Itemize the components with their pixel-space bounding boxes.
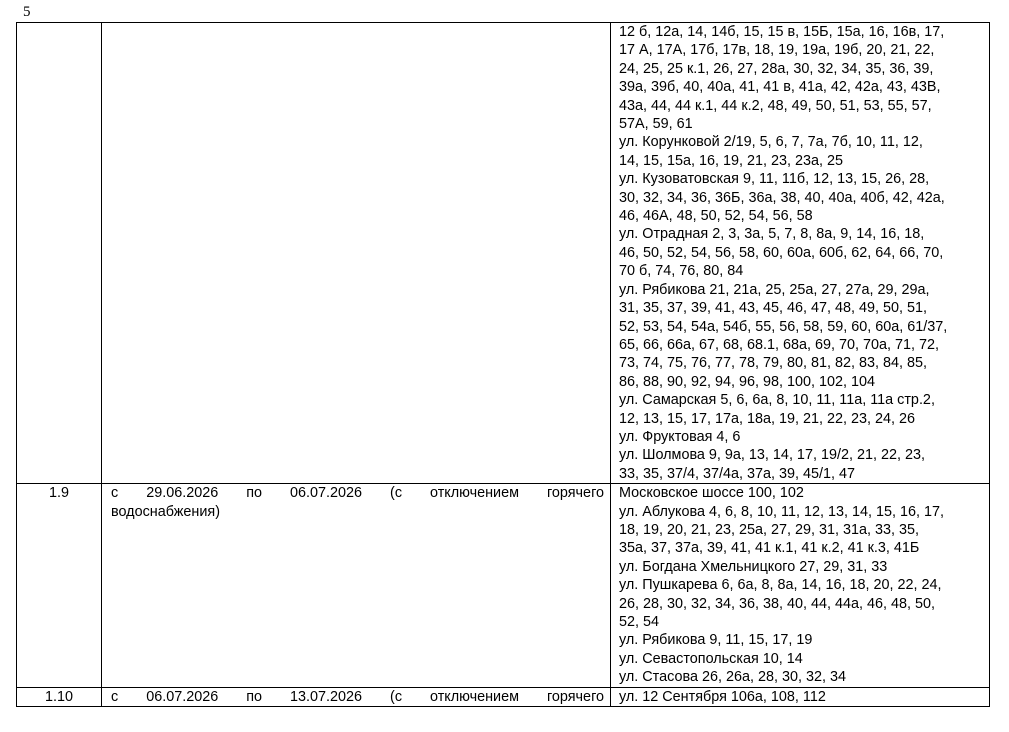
- address-line: 52, 54: [619, 614, 660, 630]
- row-number-cell: [17, 484, 102, 687]
- address-line: ул. Богдана Хмельницкого 27, 29, 31, 33: [619, 558, 888, 575]
- address-list: [611, 484, 989, 686]
- address-line: 65, 66, 66а, 67, 68, 68.1, 68а, 69, 70, 70а, 71, 72,: [619, 336, 940, 353]
- address-line: ул. Пушкарева 6, 6а, 8, 8а, 14, 16, 18, 20, 22, 24,: [619, 577, 942, 594]
- address-line: ул. 12 Сентября 106а, 108, 112: [619, 688, 826, 705]
- address-line: 30, 32, 34, 36, 36Б, 36а, 38, 40, 40а, 40б, 42, 42а,: [619, 189, 945, 206]
- address-line: 35а, 37, 37а, 39, 41, 41 к.1, 41 к.2, 41 к.3, 41Б: [619, 540, 920, 557]
- address-line: ул. Корунковой 2/19, 5, 6, 7, 7а, 7б, 10, 11, 12,: [619, 134, 923, 151]
- address-line: 73, 74, 75, 76, 77, 78, 79, 80, 81, 82, 83, 84, 85,: [619, 355, 928, 372]
- address-line: ул. Кузоватовская 9, 11, 11б, 12, 13, 15, 26, 28,: [619, 171, 930, 188]
- address-line: 31, 35, 37, 39, 41, 43, 45, 46, 47, 48, 49, 50, 51,: [619, 300, 928, 317]
- address-line: 52, 53, 54, 54а, 54б, 55, 56, 58, 59, 60, 60а, 61/37,: [619, 318, 948, 335]
- address-line: 12 б, 12а, 14, 14б, 15, 15 в, 15Б, 15а, 16, 16в, 17,: [619, 24, 945, 40]
- row-number-cell: [17, 687, 102, 706]
- row-number: 1.10: [44, 688, 73, 705]
- address-line: 57А, 59, 61: [619, 116, 693, 133]
- period-cell: [102, 687, 611, 706]
- address-line: 70 б, 74, 76, 80, 84: [619, 263, 744, 280]
- period-text: с 29.06.2026 по 06.07.2026 (с отключением горячего: [111, 485, 604, 502]
- period-cell: [102, 484, 611, 687]
- page-number: 5: [23, 4, 31, 20]
- outage-schedule-table: [16, 22, 990, 707]
- address-line: ул. Аблукова 4, 6, 8, 10, 11, 12, 13, 14, 15, 16, 17,: [619, 503, 944, 520]
- addresses-cell: [611, 484, 990, 687]
- addresses-cell: [611, 23, 990, 484]
- address-line: 17 А, 17А, 17б, 17в, 18, 19, 19а, 19б, 20, 21, 22,: [619, 42, 935, 59]
- address-line: 18, 19, 20, 21, 23, 25а, 27, 29, 31, 31а, 33, 35,: [619, 521, 920, 538]
- address-line: 24, 25, 25 к.1, 26, 27, 28а, 30, 32, 34, 35, 36, 39,: [619, 60, 934, 77]
- address-line: Московское шоссе 100, 102: [619, 485, 804, 502]
- address-line: ул. Рябикова 21, 21а, 25, 25а, 27, 27а, 29, 29а,: [619, 281, 930, 298]
- address-line: 14, 15, 15а, 16, 19, 21, 23, 23а, 25: [619, 152, 844, 169]
- addresses-cell: [611, 687, 990, 706]
- address-line: ул. Шолмова 9, 9а, 13, 14, 17, 19/2, 21, 22, 23,: [619, 447, 925, 464]
- table-row: [17, 23, 990, 484]
- period-text-continued: водоснабжения): [111, 503, 220, 520]
- address-list: [611, 23, 989, 483]
- table-row: [17, 484, 990, 687]
- address-line: 46, 46А, 48, 50, 52, 54, 56, 58: [619, 208, 813, 225]
- address-line: 26, 28, 30, 32, 34, 36, 38, 40, 44, 44а, 46, 48, 50,: [619, 595, 936, 612]
- address-line: ул. Севастопольская 10, 14: [619, 650, 803, 667]
- address-line: ул. Фруктовая 4, 6: [619, 428, 741, 445]
- address-line: ул. Отрадная 2, 3, 3а, 5, 7, 8, 8а, 9, 14, 16, 18,: [619, 226, 925, 243]
- address-line: ул. Самарская 5, 6, 6а, 8, 10, 11, 11а, 11а стр.2,: [619, 392, 935, 409]
- address-list: [611, 688, 989, 706]
- table-row: [17, 687, 990, 706]
- period-text: с 06.07.2026 по 13.07.2026 (с отключением горячего: [111, 688, 604, 705]
- address-line: 86, 88, 90, 92, 94, 96, 98, 100, 102, 104: [619, 373, 876, 390]
- row-number-cell: [17, 23, 102, 484]
- period-cell: [102, 23, 611, 484]
- address-line: ул. Стасова 26, 26а, 28, 30, 32, 34: [619, 669, 846, 686]
- address-line: 39а, 39б, 40, 40а, 41, 41 в, 41а, 42, 42а, 43, 43В,: [619, 79, 941, 96]
- address-line: 33, 35, 37/4, 37/4а, 37а, 39, 45/1, 47: [619, 465, 856, 482]
- address-line: 46, 50, 52, 54, 56, 58, 60, 60а, 60б, 62, 64, 66, 70,: [619, 244, 944, 261]
- address-line: ул. Рябикова 9, 11, 15, 17, 19: [619, 632, 813, 649]
- address-line: 12, 13, 15, 17, 17а, 18а, 19, 21, 22, 23, 24, 26: [619, 410, 916, 427]
- row-number: 1.9: [48, 485, 69, 502]
- address-line: 43а, 44, 44 к.1, 44 к.2, 48, 49, 50, 51, 53, 55, 57,: [619, 97, 932, 114]
